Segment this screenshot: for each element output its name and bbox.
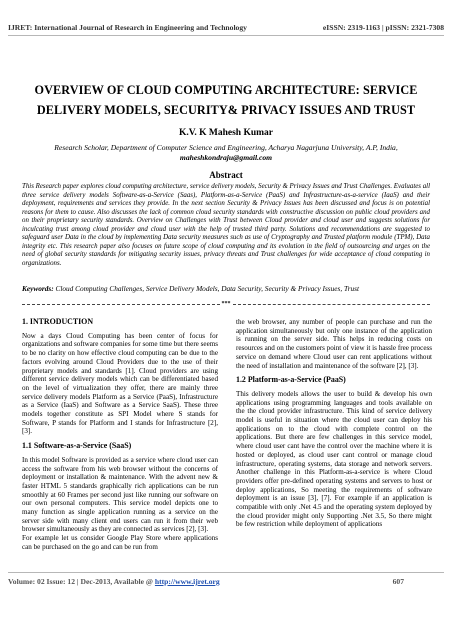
keywords-label: Keywords: — [22, 284, 54, 293]
saas-paragraph-2: For example let us consider Google Play Store where applications can be purchased on the go and can be run from — [22, 534, 218, 551]
intro-paragraph: Now a days Cloud Computing has been center of focus for organizations and software companies for some time but there seems to be no clarity on how effective cloud computing can be due to the factors evolving around Cloud Providers due to the use of their proprietary models and standards [1]. Cloud providers are using different service delivery models which can be differentiated based on the level of virtualization they offer, there are mainly three service delivery models Platform as a Service (PaaS), Infrastructure as a Service (IaaS) and Software as a Service SaaS). These three models together constitute as SPI Model where S stands for Software, P stands for Platform and I stands for Infrastructure [2], [3]. — [22, 331, 218, 436]
author-name: K.V. K Mahesh Kumar — [178, 128, 274, 138]
author-email: maheshkondraju@gmail.com — [179, 152, 273, 162]
page-number: 607 — [392, 577, 404, 586]
intro-heading: 1. INTRODUCTION — [22, 317, 94, 326]
saas-continued-paragraph: the web browser, any number of people can purchase and run the application simultaneously but only one instance of the application is running on the server side. This helps in reducing costs on resources and on the customers point of view it is hassle free process service on demand where Cloud user can rent applications without the need of installation and maintenance of the software [2], [3]. — [236, 318, 432, 370]
paas-heading: 1.2 Platform-as-a-Service (PaaS) — [236, 375, 346, 385]
right-column — [236, 318, 432, 535]
footer-prefix: Volume: 02 Issue: 12 | Dec-2013, Available @ — [8, 577, 155, 586]
header-divider — [8, 35, 444, 36]
journal-header — [8, 20, 444, 34]
affiliation-text: Research Scholar, Department of Computer Science and Engineering, Acharya Nagarjuna University, A.P, India, — [54, 143, 398, 152]
separator-stars: *** — [221, 301, 231, 307]
journal-issn: eISSN: 2319-1163 | pISSN: 2321-7308 — [322, 22, 444, 32]
title-line-1: OVERVIEW OF CLOUD COMPUTING ARCHITECTURE: SERVICE — [34, 83, 418, 97]
abstract-text: This Research paper explores cloud computing architecture, service delivery models, Security & Privacy Issues and Trust Challenges. Evaluates all three service delivery models Software-as-a-Service (Saas), Platform-as-a-Service (PaaS) and Infrastructure-as-a-service (IaaS) and their deployment, requirements and services they provide. In the next section Security & Privacy Issues has been discussed and focus is on potential reasons for them to cause. Also discusses the lack of common cloud security standards with constructive discussion on public cloud providers and on their proprietary security standards. Overview on Challenges with Trust between Cloud provider and cloud user and suggests solutions for inculcating trust among cloud provider and cloud user with the help of trusted third party. Solutions and recommendations are suggested to safeguard user Data in the cloud by implementing Data security measures such as use of Cryptography and Trusted platform module (TPM), Data integrity etc. This research paper also focuses on future scope of cloud computing and its evolution in the field of outsourcing and urges on the need of global security standards for mitigating security issues, privacy threats and Trust challenges for wide acceptance of cloud computing in organizations. — [22, 183, 430, 267]
title-line-2: DELIVERY MODELS, SECURITY& PRIVACY ISSUES AND TRUST — [36, 103, 416, 117]
section-separator — [22, 300, 430, 308]
paas-paragraph: This delivery models allows the user to build & develop his own applications using programming languages and tools available on the the cloud provider infrastructure. This kind of service delivery model is useful in situation where the cloud user can deploy his applications on to the cloud with complete control on the applications. But there are few challenges in this service model, where cloud user cant have the control over the machine where it is hosted or deployed, as cloud user cant control or manage cloud infrastructure, operating systems, data storage and network servers. Another challenge in this Platform-as-a-service is where Cloud providers offer pre-defined operating systems and servers to host or deploy applications, So meeting the requirements of software deployment is an issue [3], [7]. For example if an application is compatible with only .Net 4.5 and the operating system deployed by the cloud provider might only Supporting .Net 3.5, So there might be few restriction while deployment of applications — [236, 389, 432, 529]
separator-dash-left — [22, 304, 220, 305]
keywords — [22, 284, 430, 293]
journal-name: IJRET: International Journal of Research in Engineering and Technology — [8, 22, 247, 32]
paper-title — [24, 80, 428, 120]
author-affiliation — [20, 143, 432, 162]
journal-link[interactable]: http://www.ijret.org — [154, 577, 220, 586]
left-column — [22, 318, 218, 558]
saas-paragraph: In this model Software is provided as a service where cloud user can access the software from his web browser without the concerns of deployment or installation & maintenance. With the advent new & faster HTML 5 standards graphically rich applications can be run smoothly at 60 Frames per second just like running our software on our own personal computers. This service model depicts one to many function as single application running as a service on the server side with many client end users can run it from their web browser simultaneously as they are connected as services [2], [3]. — [22, 455, 218, 534]
separator-dash-right — [233, 304, 431, 305]
saas-heading: 1.1 Software-as-a-Service (SaaS) — [22, 441, 132, 451]
footer-divider — [8, 572, 444, 573]
abstract-heading: Abstract — [209, 170, 243, 180]
keywords-text: Cloud Computing Challenges, Service Delivery Models, Data Security, Security & Privacy Issues, Trust — [55, 284, 360, 293]
page-footer — [8, 577, 404, 586]
footer-volume — [8, 577, 220, 586]
